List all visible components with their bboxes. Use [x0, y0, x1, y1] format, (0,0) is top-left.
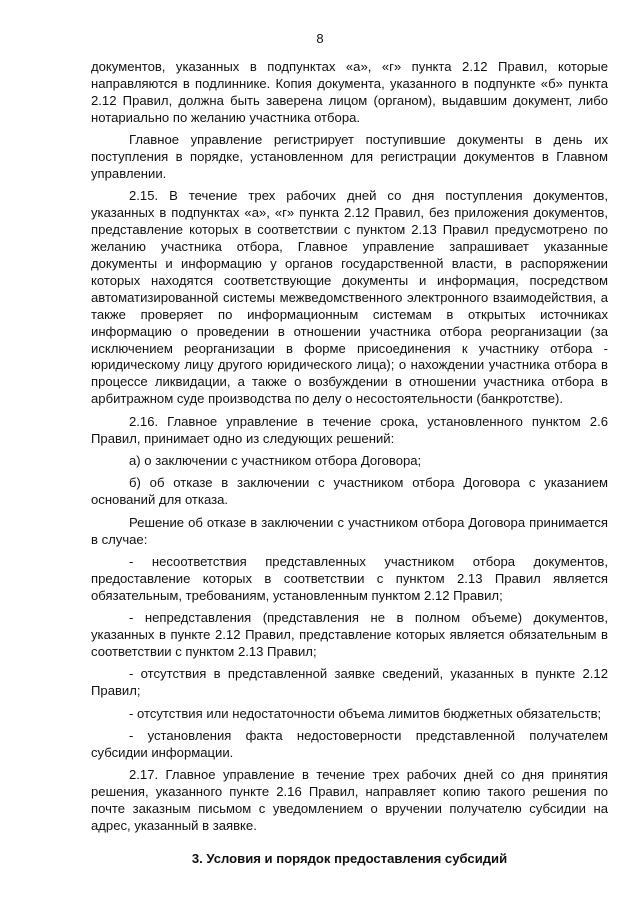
decision-option-b: б) об отказе в заключении с участником отбора Договора с указанием оснований для отказа. [91, 475, 608, 508]
paragraph-2-15: 2.15. В течение трех рабочих дней со дня поступления документов, указанных в подпунктах «а», «г» пункта 2.12 Правил, без приложения документов, представление которых в соответствии с пунктом 2.13 Правил предусмотрено по желанию участника отбора, Главное управление запрашивает указанные документы и информацию у органов государственной власти, в распоряжении которых находятся соответствующие документы и информация, посредством автоматизированной системы межведомственного электронного взаимодействия, а также проверяет по информационным системам в открытых источниках информацию о проведении в отношении участника отбора реорганизации (за исключением реорганизации в форме присоединения к участнику отбора - юридическому лицу другого юридического лица); о нахождении участника отбора в процессе ликвидации, а также о возбуждении в отношении участника отбора в арбитражном суде производства по делу о несостоятельности (банкротстве). [91, 188, 608, 407]
refusal-ground-item: - установления факта недостоверности представленной получателем субсидии информации. [91, 728, 608, 761]
paragraph-continuation: документов, указанных в подпунктах «а», «г» пункта 2.12 Правил, которые направляются в подлиннике. Копия документа, указанного в подпункте «б» пункта 2.12 Правил, должна быть заверена лицом (органом), выдавшим документ, либо нотариально по желанию участника отбора. [91, 59, 608, 125]
page-number: 8 [316, 31, 324, 46]
section-heading: 3. Условия и порядок предоставления субсидий [191, 851, 508, 866]
refusal-grounds-intro: Решение об отказе в заключении с участником отбора Договора принимается в случае: [91, 514, 608, 547]
paragraph-2-17: 2.17. Главное управление в течение трех рабочих дней со дня принятия решения, указанного пункте 2.16 Правил, направляет копию такого решения по почте заказным письмом с уведомлением о вручении получателю субсидии на адрес, указанный в заявке. [91, 767, 608, 834]
document-body [91, 59, 608, 841]
refusal-ground-item: - непредставления (представления не в полном объеме) документов, указанных в пункте 2.12 Правил, представление которых является обязательным в соответствии с пунктом 2.13 Правил; [91, 610, 608, 659]
paragraph-2-16: 2.16. Главное управление в течение срока, установленного пунктом 2.6 Правил, принимает одно из следующих решений: [91, 413, 608, 446]
refusal-ground-item: - несоответствия представленных участником отбора документов, предоставление которых в соответствии с пунктом 2.13 Правил является обязательным, требованиям, установленным пунктом 2.12 Правил; [91, 553, 608, 603]
decision-option-a: а) о заключении с участником отбора Договора; [129, 452, 422, 468]
refusal-ground-item: - отсутствия или недостаточности объема лимитов бюджетных обязательств; [129, 705, 602, 721]
paragraph-registration: Главное управление регистрирует поступившие документы в день их поступления в порядке, установленном для регистрации документов в Главном управлении. [91, 132, 608, 181]
refusal-ground-item: - отсутствия в представленной заявке сведений, указанных в пункте 2.12 Правил; [91, 666, 608, 699]
